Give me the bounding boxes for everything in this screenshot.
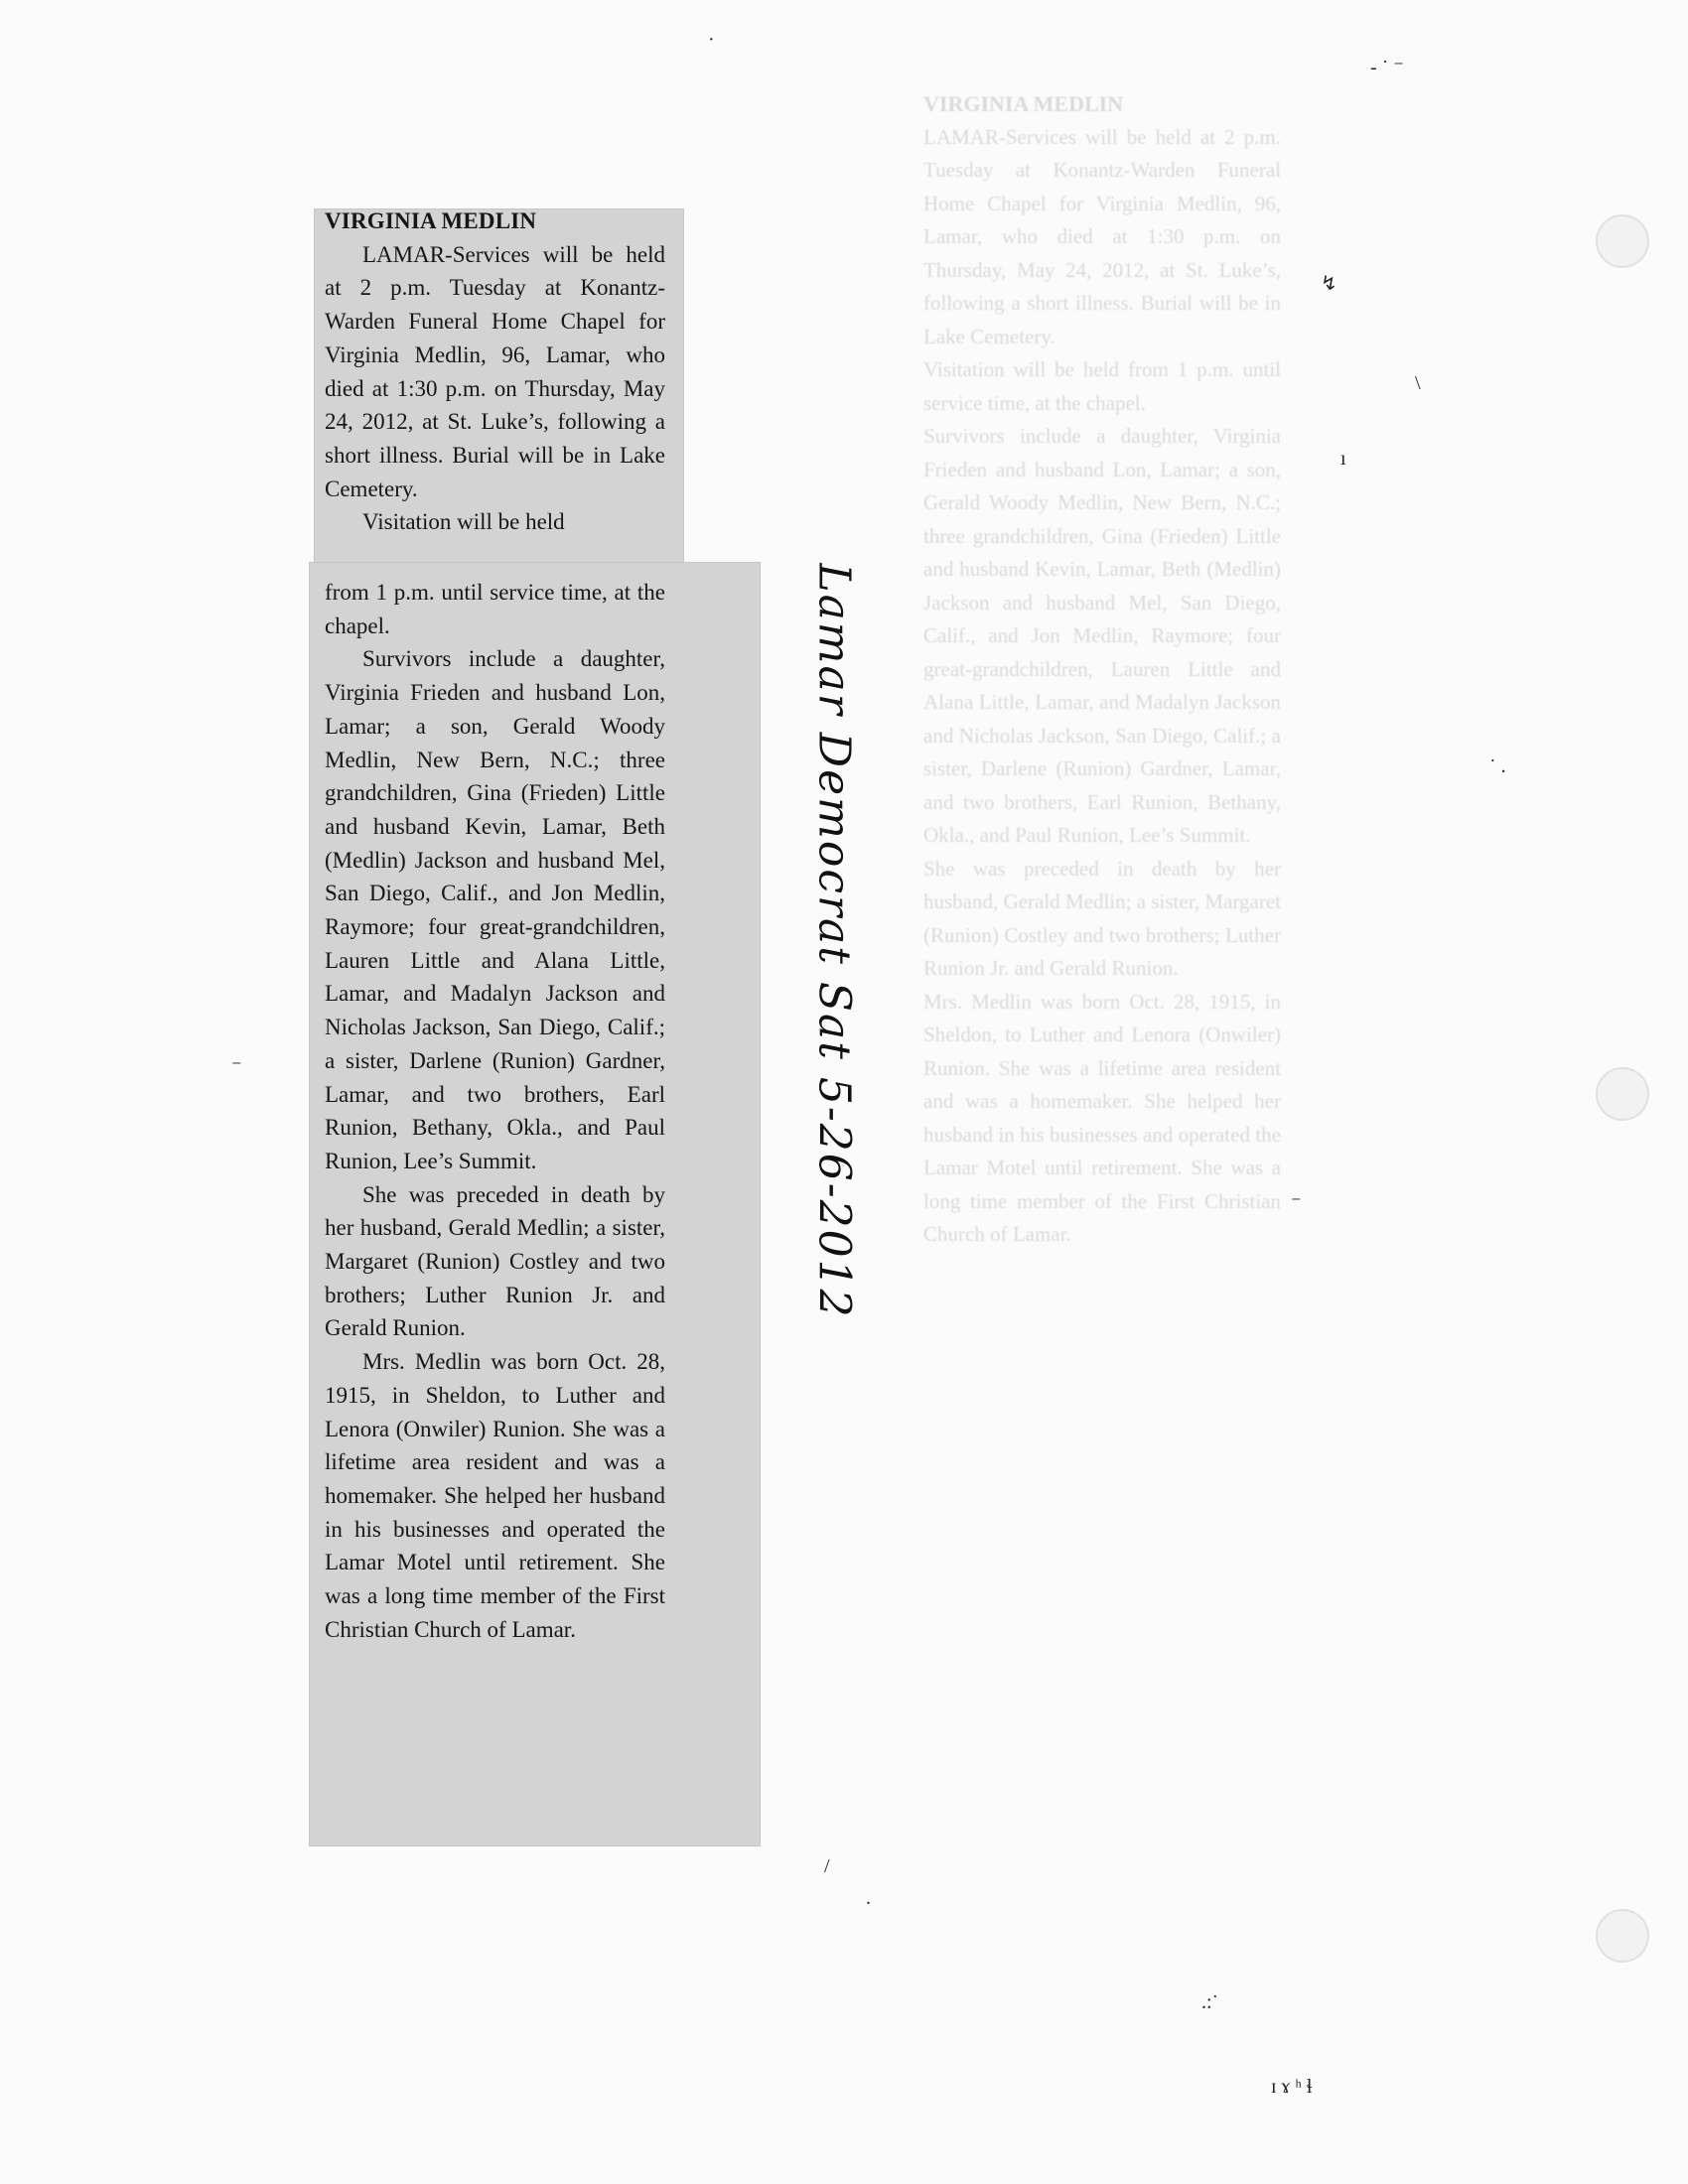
scan-speck: ⁻ xyxy=(1291,1192,1302,1214)
obituary-column-bottom xyxy=(325,576,665,1647)
binder-hole-top xyxy=(1596,214,1649,268)
obituary-paragraph: from 1 p.m. until service time, at the chapel. xyxy=(325,580,665,638)
scan-speck: ı xyxy=(1340,448,1346,470)
obituary-title: VIRGINIA MEDLIN xyxy=(325,208,537,233)
obituary-paragraph: Survivors include a daughter, Virginia Frieden and husband Lon, Lamar; a son, Gerald Woody Medlin, New Bern, N.C.; three grandchildren, Gina (Frieden) Little and husband Kevin, Lamar, Beth (Medlin) Jackson and husband Mel, San Diego, Calif., and Jon Medlin, Raymore; four great-grandchildren, Lauren Little and Alana Little, Lamar, and Madalyn Jackson and Nicholas Jackson, San Diego, Calif.; a sister, Darlene (Runion) Gardner, Lamar, and two brothers, Earl Runion, Bethany, Okla., and Paul Runion, Lee’s Summit. xyxy=(325,646,665,1173)
scan-speck: ˙ . xyxy=(1489,755,1506,777)
binder-hole-bottom xyxy=(1596,1909,1649,1963)
obituary-paragraph: Mrs. Medlin was born Oct. 28, 1915, in Sheldon, to Luther and Lenora (Onwiler) Runion. She was a lifetime area resident and was a homemaker. She helped her husband in his businesses and operated the Lamar Motel until retirement. She was a long time member of the First Christian Church of Lamar. xyxy=(325,1349,665,1642)
obituary-paragraph: She was preceded in death by her husband, Gerald Medlin; a sister, Margaret (Runion) Costley and two brothers; Luther Runion Jr. and Gerald Runion. xyxy=(325,1181,665,1341)
scan-speck: \ xyxy=(1415,372,1421,394)
obituary-paragraph: LAMAR-Services will be held at 2 p.m. Tuesday at Konantz-Warden Funeral Home Chapel for Virginia Medlin, 96, Lamar, who died at 1:30 p.m. on Thursday, May 24, 2012, at St. Luke’s, following a short illness. Burial will be in Lake Cemetery. xyxy=(325,241,665,501)
obituary-column-top xyxy=(325,205,665,539)
scan-speck: .:˙ xyxy=(1201,1991,1219,2013)
handwritten-source-note: Lamar Democrat Sat 5-26-2012 xyxy=(808,563,860,1319)
obituary-paragraph: Visitation will be held xyxy=(362,509,565,535)
scan-speck: . xyxy=(866,1887,871,1909)
binder-hole-middle xyxy=(1596,1067,1649,1121)
scan-speck: - ˙ ⁻ xyxy=(1370,57,1404,78)
scan-speck: / xyxy=(824,1855,830,1877)
scan-speck: ↯ xyxy=(1321,273,1337,295)
scan-speck: ⁻ xyxy=(231,1056,242,1078)
bleed-through-text: VIRGINIA MEDLIN LAMAR-Services will be held at 2 p.m. Tuesday at Konantz-Warden Funeral Home Chapel for Virginia Medlin, 96, Lamar, who died at 1:30 p.m. on Thursday, May 24, 2012, at St. Luke’s, following a short illness. Burial will be in Lake Cemetery. Visitation will be held from 1 p.m. until service time, at the chapel. Survivors include a daughter, Virginia Frieden and husband Lon, Lamar; a son, Gerald Woody Medlin, New Bern, N.C.; three grandchildren, Gina (Frieden) Little and husband Kevin, Lamar, Beth (Medlin) Jackson and husband Mel, San Diego, Calif., and Jon Medlin, Raymore; four great-grandchildren, Lauren Little and Alana Little, Lamar, and Madalyn Jackson and Nicholas Jackson, San Diego, Calif.; a sister, Darlene (Runion) Gardner, Lamar, and two brothers, Earl Runion, Bethany, Okla., and Paul Runion, Lee’s Summit. She was preceded in death by her husband, Gerald Medlin; a sister, Margaret (Runion) Costley and two brothers; Luther Runion Jr. and Gerald Runion. Mrs. Medlin was born Oct. 28, 1915, in Sheldon, to Luther and Lenora (Onwiler) Runion. She was a lifetime area resident and was a homemaker. She helped her husband in his businesses and operated the Lamar Motel until retirement. She was a long time member of the First Christian Church of Lamar. xyxy=(923,91,1281,1246)
scan-speck: · xyxy=(708,29,715,51)
scan-speck: ɪ ɤ ʰ ɬ xyxy=(1271,2076,1313,2098)
